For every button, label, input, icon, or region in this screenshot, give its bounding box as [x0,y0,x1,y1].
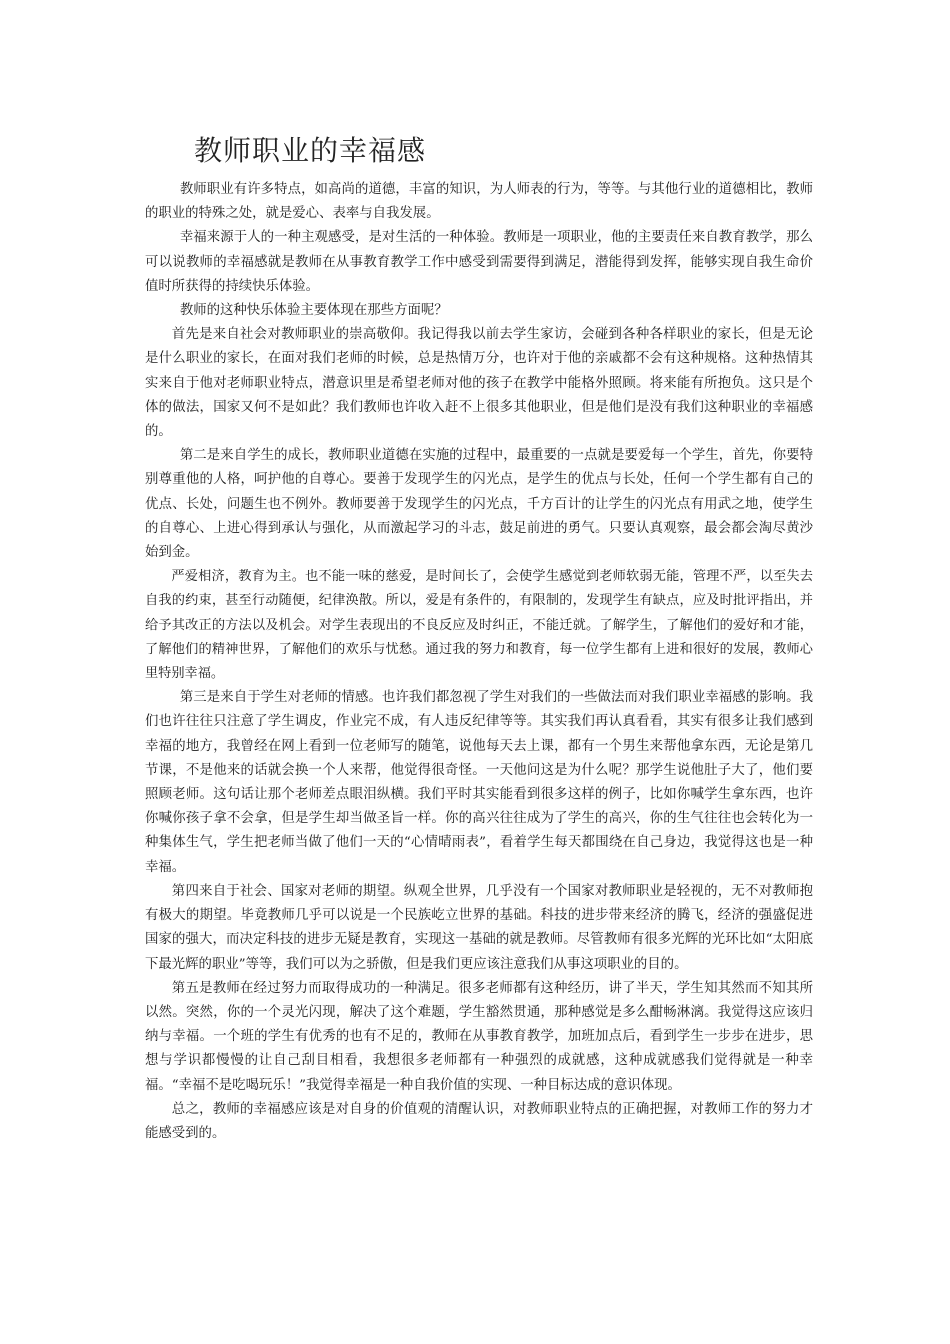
document-title: 教师职业的幸福感 [194,134,427,167]
paragraph-happiness-definition: 幸福来源于人的一种主观感受，是对生活的一种体验。教师是一项职业，他的主要责任来自教育教学，那么可以说教师的幸福感就是教师在从事教育教学工作中感受到需要得到满足，潜能得到发挥，能够实现自我生命价值时所获得的持续快乐体验。 [145,230,813,294]
paragraph-second-point: 第二是来自学生的成长，教师职业道德在实施的过程中，最重要的一点就是要爱每一个学生，首先，你要特别尊重他的人格，呵护他的自尊心。要善于发现学生的闪光点，是学生的优点与长处，任何一个学生都有自己的优点、长处，问题生也不例外。教师要善于发现学生的闪光点，千方百计的让学生的闪光点有用武之地，使学生的自尊心、上进心得到承认与强化，从而激起学习的斗志，鼓足前进的勇气。只要认真观察，最会都会淘尽黄沙始到金。 [145,448,813,561]
paragraph-fifth-point: 第五是教师在经过努力而取得成功的一种满足。很多老师都有这种经历，讲了半天，学生知其然而不知其所以然。突然，你的一个灵光闪现，解决了这个难题，学生豁然贯通，那种感觉是多么酣畅淋漓。我觉得这应该归纳与幸福。一个班的学生有优秀的也有不足的，教师在从事教育教学，加班加点后，看到学生一步步在进步，思想与学识都慢慢的让自己刮目相看，我想很多老师都有一种强烈的成就感，这种成就感我们觉得就是一种幸福。“幸福不是吃喝玩乐！”我觉得幸福是一种自我价值的实现、一种目标达成的意识体现。 [145,980,813,1093]
paragraph-first-point: 首先是来自社会对教师职业的崇高敬仰。我记得我以前去学生家访，会碰到各种各样职业的家长，但是无论是什么职业的家长，在面对我们老师的时候，总是热情万分，也许对于他的亲戚都不会有这种规格。这种热情其实来自于他对老师职业特点，潜意识里是希望老师对他的孩子在教学中能格外照顾。将来能有所抱负。这只是个体的做法，国家又何不是如此？我们教师也许收入赶不上很多其他职业，但是他们是没有我们这种职业的幸福感的。 [145,327,813,440]
document-body [145,178,813,1146]
paragraph-strict-love: 严爱相济，教育为主。也不能一味的慈爱，是时间长了，会使学生感觉到老师软弱无能，管理不严，以至失去自我的约束，甚至行动随便，纪律涣散。所以，爱是有条件的，有限制的，发现学生有缺点，应及时批评指出，并给予其改正的方法以及机会。对学生表现出的不良反应及时纠正，不能迁就。了解学生，了解他们的爱好和才能，了解他们的精神世界，了解他们的欢乐与忧愁。通过我的努力和教育，每一位学生都有上进和很好的发展，教师心里特别幸福。 [145,569,813,682]
paragraph-question: 教师的这种快乐体验主要体现在那些方面呢？ [179,303,448,319]
paragraph-third-point: 第三是来自于学生对老师的情感。也许我们都忽视了学生对我们的一些做法而对我们职业幸福感的影响。我们也许往往只注意了学生调皮，作业完不成，有人违反纪律等等。其实我们再认真看看，其实有很多让我们感到幸福的地方，我曾经在网上看到一位老师写的随笔，说他每天去上课，都有一个男生来帮他拿东西，无论是第几节课，不是他来的话就会换一个人来帮，他觉得很奇怪。一天他问这是为什么呢？那学生说他肚子大了，他们要照顾老师。这句话让那个老师差点眼泪纵横。我们平时其实能看到很多这样的例子，比如你喊学生拿东西，也许你喊你孩子拿不会拿，但是学生却当做圣旨一样。你的高兴往往成为了学生的高兴，你的生气往往也会转化为一种集体生气，学生把老师当做了他们一天的“心情晴雨表”，看着学生每天都围绕在自己身边，我觉得这也是一种幸福。 [145,690,813,875]
paragraph-intro: 教师职业有许多特点，如高尚的道德，丰富的知识，为人师表的行为，等等。与其他行业的道德相比，教师的职业的特殊之处，就是爱心、表率与自我发展。 [145,182,813,222]
paragraph-fourth-point: 第四来自于社会、国家对老师的期望。纵观全世界，几乎没有一个国家对教师职业是轻视的，无不对教师抱有极大的期望。毕竟教师几乎可以说是一个民族屹立世界的基础。科技的进步带来经济的腾飞，经济的强盛促进国家的强大，而决定科技的进步无疑是教育，实现这一基础的就是教师。尽管教师有很多光辉的光环比如“太阳底下最光辉的职业”等等，我们可以为之骄傲，但是我们更应该注意我们从事这项职业的目的。 [145,883,813,972]
paragraph-conclusion: 总之，教师的幸福感应该是对自身的价值观的清醒认识，对教师职业特点的正确把握，对教师工作的努力才能感受到的。 [145,1101,813,1141]
